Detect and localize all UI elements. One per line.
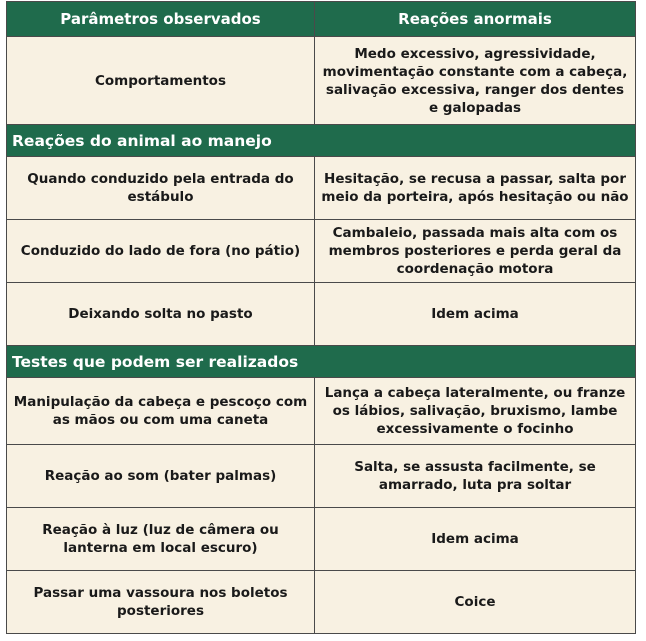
parameter-cell: Deixando solta no pasto: [7, 283, 315, 346]
section-header-handling: [7, 125, 636, 157]
reaction-cell: Cambaleio, passada mais alta com os membros posteriores e perda geral da coordenação motora: [315, 220, 636, 283]
reaction-cell: Idem acima: [315, 283, 636, 346]
header-parameters: Parâmetros observados: [7, 2, 315, 37]
behavior-table: [6, 1, 636, 634]
parameter-cell: Reação à luz (luz de câmera ou lanterna em local escuro): [7, 508, 315, 571]
parameter-cell: Passar uma vassoura nos boletos posteriores: [7, 571, 315, 634]
table-row: [7, 571, 636, 634]
reaction-cell: Lança a cabeça lateralmente, ou franze os lábios, salivação, bruxismo, lambe excessivamente o focinho: [315, 378, 636, 445]
parameter-cell: Comportamentos: [7, 37, 315, 125]
table-header-row: [7, 2, 636, 37]
table-row: [7, 445, 636, 508]
reaction-cell: Salta, se assusta facilmente, se amarrado, luta pra soltar: [315, 445, 636, 508]
reaction-cell: Coice: [315, 571, 636, 634]
parameter-cell: Manipulação da cabeça e pescoço com as mãos ou com uma caneta: [7, 378, 315, 445]
table-row: [7, 378, 636, 445]
table-row: [7, 157, 636, 220]
reaction-cell: Idem acima: [315, 508, 636, 571]
table-row: [7, 220, 636, 283]
table-row: [7, 37, 636, 125]
table-row: [7, 508, 636, 571]
parameter-cell: Quando conduzido pela entrada do estábulo: [7, 157, 315, 220]
section-title: Reações do animal ao manejo: [7, 125, 636, 157]
section-header-tests: [7, 346, 636, 378]
header-abnormal-reactions: Reações anormais: [315, 2, 636, 37]
reaction-cell: Hesitação, se recusa a passar, salta por meio da porteira, após hesitação ou não: [315, 157, 636, 220]
table-row: [7, 283, 636, 346]
parameter-cell: Reação ao som (bater palmas): [7, 445, 315, 508]
section-title: Testes que podem ser realizados: [7, 346, 636, 378]
reaction-cell: Medo excessivo, agressividade, movimentação constante com a cabeça, salivação excessiva, ranger dos dentes e galopadas: [315, 37, 636, 125]
parameter-cell: Conduzido do lado de fora (no pátio): [7, 220, 315, 283]
behavior-table-container: [6, 1, 635, 634]
